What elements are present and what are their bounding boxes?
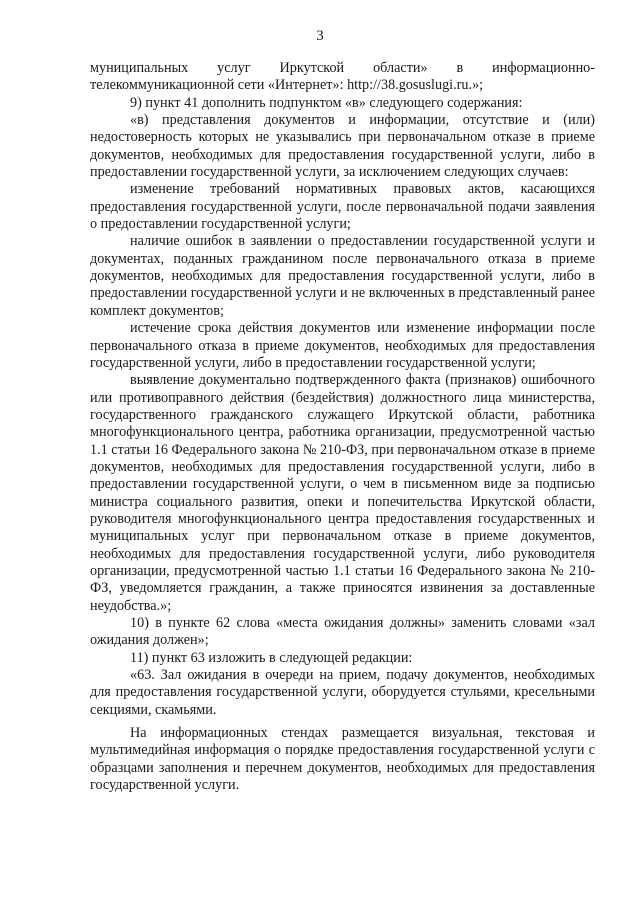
- paragraph-case-expiry: истечение срока действия документов или изменение информации после первоначального отказа в приеме документов, необходимых для предоставления государственной услуги, либо в предоставлении государственной услуги;: [90, 320, 595, 371]
- paragraph-continuation: муниципальных услуг Иркутской области» в информационно-телекоммуникационной сети «Интернет»: http://38.gosuslugi.ru.»;: [90, 60, 595, 94]
- paragraph-case-errors: наличие ошибок в заявлении о предоставлении государственной услуги и документах, поданных гражданином после первоначального отказа в приеме документов, необходимых для предоставления государственной услуги, либо в предоставлении государственной услуги и не включенных в представленный ранее комплект документов;: [90, 233, 595, 319]
- paragraph-case-misconduct: выявление документально подтвержденного факта (признаков) ошибочного или противоправного действия (бездействия) должностного лица министерства, государственного гражданского служащего Иркутской области, работника многофункционального центра, работника организации, предусмотренной частью 1.1 статьи 16 Федерального закона № 210-ФЗ, при первоначальном отказе в приеме документов, необходимых для предоставления государственной услуги, либо в предоставлении государственной услуги, о чем в письменном виде за подписью министра социального развития, опеки и попечительства Иркутской области, руководителя многофункционального центра предоставления государственных и муниципальных услуг при первоначальном отказе в приеме документов, необходимых для предоставления государственной услуги, либо руководителя организации, предусмотренной частью 1.1 статьи 16 Федерального закона № 210-ФЗ, уведомляется гражданин, а также приносятся извинения за доставленные неудобства.»;: [90, 372, 595, 614]
- paragraph-item-10: 10) в пункте 62 слова «места ожидания должны» заменить словами «зал ожидания должен»;: [90, 615, 595, 649]
- paragraph-item-11: 11) пункт 63 изложить в следующей редакции:: [130, 649, 413, 666]
- paragraph-case-requirements-change: изменение требований нормативных правовых актов, касающихся предоставления государственной услуги, после первоначальной подачи заявления о предоставлении государственной услуги;: [90, 181, 595, 233]
- paragraph-clause-63: «63. Зал ожидания в очереди на прием, подачу документов, необходимых для предоставления государственной услуги, оборудуется стульями, кресельными секциями, скамьями.: [90, 667, 595, 718]
- paragraph-item-9: 9) пункт 41 дополнить подпунктом «в» следующего содержания:: [130, 94, 523, 111]
- document-body: [90, 60, 595, 794]
- page-number: 3: [316, 28, 324, 44]
- paragraph-info-stands: На информационных стендах размещается визуальная, текстовая и мультимедийная информация о порядке предоставления государственной услуги с образцами заполнения и перечнем документов, необходимых для предоставления государственной услуги.: [90, 725, 595, 794]
- paragraph-subitem-v: «в) представления документов и информации, отсутствие и (или) недостоверность которых не указывались при первоначальном отказе в приеме документов, необходимых для предоставления государственной услуги, либо в предоставлении государственной услуги, за исключением следующих случаев:: [90, 112, 595, 181]
